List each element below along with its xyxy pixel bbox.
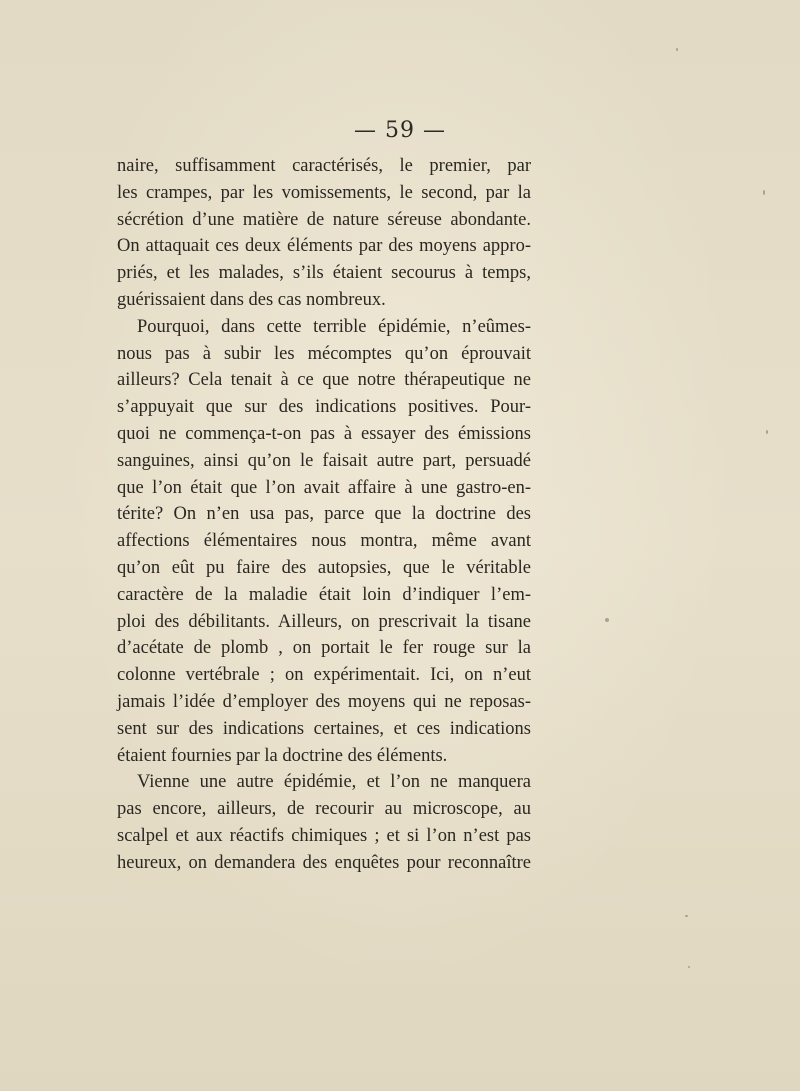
paper-speck — [685, 915, 688, 917]
text-line: Pourquoi, dans cette terrible épidémie, n’eûmes- — [137, 316, 531, 337]
text-line: On attaquait ces deux éléments par des moyens appro- — [117, 236, 531, 257]
page-number: — 59 — — [354, 118, 446, 143]
body-text — [117, 153, 531, 877]
text-line: qu’on eût pu faire des autopsies, que le véritable — [117, 557, 531, 578]
text-line: ailleurs? Cela tenait à ce que notre thérapeutique ne — [117, 370, 531, 391]
text-line: les crampes, par les vomissements, le second, par la — [117, 182, 531, 203]
text-line: ploi des débilitants. Ailleurs, on prescrivait la tisane — [117, 611, 531, 632]
text-line: quoi ne commença-t-on pas à essayer des émissions — [117, 423, 531, 444]
text-line: heureux, on demandera des enquêtes pour reconnaître — [117, 852, 531, 873]
text-line: sanguines, ainsi qu’on le faisait autre part, persuadé — [117, 450, 531, 471]
text-line: étaient fournies par la doctrine des éléments. — [117, 745, 448, 766]
text-line: sent sur des indications certaines, et ces indications — [117, 718, 531, 739]
paper-speck — [605, 618, 609, 622]
text-line: colonne vertébrale ; on expérimentait. Ici, on n’eut — [117, 665, 531, 686]
text-line: scalpel et aux réactifs chimiques ; et si l’on n’est pas — [117, 825, 531, 846]
text-line: priés, et les malades, s’ils étaient secourus à temps, — [117, 263, 531, 284]
paper-speck — [766, 430, 768, 434]
text-line: pas encore, ailleurs, de recourir au microscope, au — [117, 799, 531, 820]
text-line: térite? On n’en usa pas, parce que la doctrine des — [117, 504, 531, 525]
text-line: que l’on était que l’on avait affaire à une gastro-en- — [117, 477, 531, 498]
text-line: sécrétion d’une matière de nature séreuse abondante. — [117, 209, 531, 230]
text-line: affections élémentaires nous montra, même avant — [117, 531, 531, 552]
text-line: Vienne une autre épidémie, et l’on ne manquera — [137, 772, 531, 793]
text-line: nous pas à subir les mécomptes qu’on éprouvait — [117, 343, 531, 364]
text-line: d’acétate de plomb , on portait le fer rouge sur la — [117, 638, 531, 659]
text-line: guérissaient dans des cas nombreux. — [117, 289, 386, 310]
text-line: s’appuyait que sur des indications positives. Pour- — [117, 397, 531, 418]
paper-speck — [763, 190, 765, 195]
text-line: jamais l’idée d’employer des moyens qui ne reposas- — [117, 691, 531, 712]
paper-speck — [676, 48, 678, 51]
text-line: naire, suffisamment caractérisés, le premier, par — [117, 156, 531, 176]
paper-speck — [688, 966, 690, 968]
text-line: caractère de la maladie était loin d’indiquer l’em- — [117, 584, 531, 605]
